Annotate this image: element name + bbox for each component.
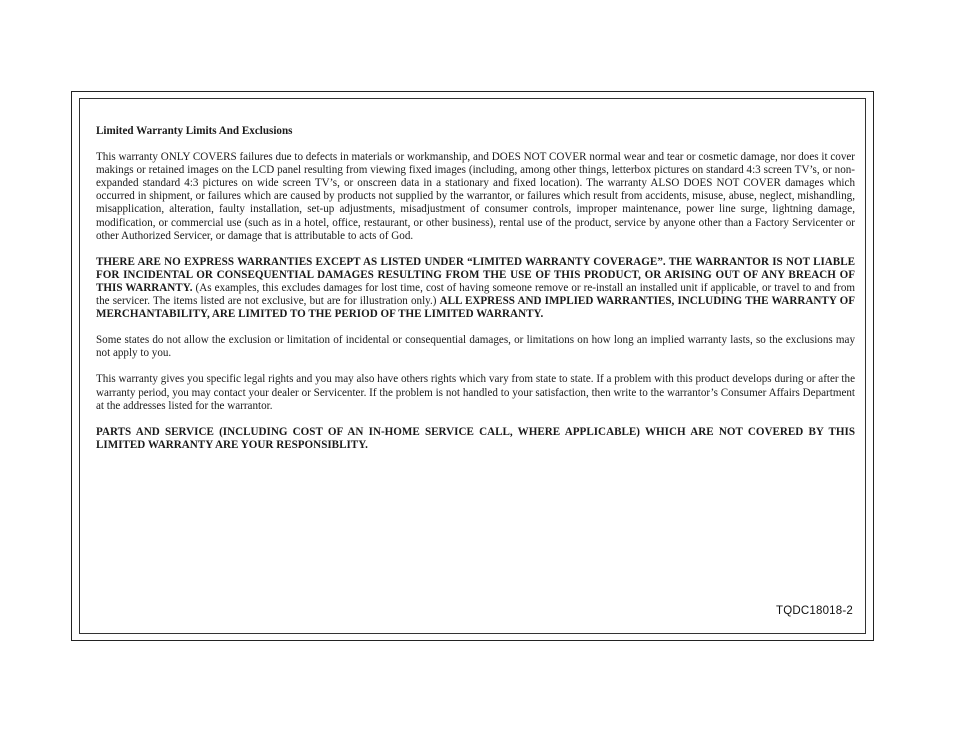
implied-warranties-bold: ALL EXPRESS AND IMPLIED WARRANTIES, INCLUDING THE WARRANTY OF MERCHANTABILITY, ARE LIMITED TO THE PERIOD OF THE LIMITED WARRANTY.	[96, 295, 855, 321]
outer-border	[71, 91, 874, 641]
parts-and-service-paragraph: PARTS AND SERVICE (INCLUDING COST OF AN IN-HOME SERVICE CALL, WHERE APPLICABLE) WHICH ARE NOT COVERED BY THIS LIMITED WARRANTY ARE YOUR RESPONSIBLITY.	[96, 425, 855, 451]
section-heading: Limited Warranty Limits And Exclusions	[96, 125, 293, 137]
examples-text: (As examples, this excludes damages for lost time, cost of having someone remove or re-install an installed unit if applicable, or travel to and from the servicer. The items listed are not exclusive, but are for illustration only.)	[96, 281, 855, 308]
inner-border	[79, 98, 866, 634]
no-express-warranties-bold: THERE ARE NO EXPRESS WARRANTIES EXCEPT AS LISTED UNDER “LIMITED WARRANTY COVERAGE”. THE WARRANTOR IS NOT LIABLE FOR INCIDENTAL OR CONSEQUENTIAL DAMAGES RESULTING FROM THE USE OF THIS PRODUCT, OR ARISING OUT OF ANY BREACH OF THIS WARRANTY.	[96, 255, 855, 294]
no-express-warranties-paragraph	[96, 256, 855, 321]
legal-rights-paragraph: This warranty gives you specific legal rights and you may also have others rights which vary from state to state. If a problem with this product develops during or after the warranty period, you may contact your dealer or Servicenter. If the problem is not handled to your satisfaction, then write to the warrantor’s Consumer Affairs Department at the addresses listed for the warrantor.	[96, 373, 855, 412]
state-exclusions-paragraph: Some states do not allow the exclusion or limitation of incidental or consequential damages, or limitations on how long an implied warranty lasts, so the exclusions may not apply to you.	[96, 334, 855, 360]
warranty-text	[96, 125, 855, 465]
document-code: TQDC18018-2	[776, 605, 853, 617]
exclusions-paragraph: This warranty ONLY COVERS failures due to defects in materials or workmanship, and DOES NOT COVER normal wear and tear or cosmetic damage, nor does it cover makings or retained images on the LCD panel resulting from viewing fixed images (including, among other things, letterbox pictures on standard 4:3 screen TV’s, or non-expanded standard 4:3 pictures on wide screen TV’s, or onscreen data in a stationary and fixed location). The warranty ALSO DOES NOT COVER damages which occurred in shipment, or failures which are caused by products not supplied by the warrantor, or failures which result from accidents, misuse, abuse, neglect, mishandling, misapplication, alteration, faulty installation, set-up adjustments, misadjustment of consumer controls, improper maintenance, power line surge, lightning damage, modification, or commercial use (such as in a hotel, office, restaurant, or other business), rental use of the product, service by anyone other than a Factory Servicenter or other Authorized Servicer, or damage that is attributable to acts of God.	[96, 151, 855, 242]
